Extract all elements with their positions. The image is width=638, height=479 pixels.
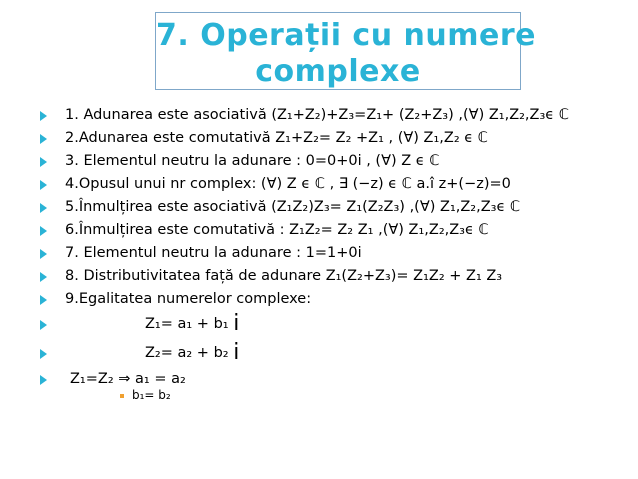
equation-equality: Z₁=Z₂ ⇒ a₁ = a₂ [70, 371, 186, 387]
equation-z1 [145, 311, 240, 336]
item-text: 4.Opusul unui nr complex: (∀) Z ϵ ℂ , ∃ (−z) ϵ ℂ a.î z+(−z)=0 [65, 176, 511, 192]
item-text: 3. Elementul neutru la adunare : 0=0+0i , (∀) Z ϵ ℂ [65, 153, 440, 169]
list-item [0, 288, 638, 310]
list-item [0, 173, 638, 195]
bullet-arrow-icon [40, 320, 47, 330]
list-item [0, 150, 638, 172]
bullet-arrow-icon [40, 134, 47, 144]
imaginary-unit: i [233, 340, 240, 365]
item-text: 6.Înmulțirea este comutativă : Z₁Z₂= Z₂ Z₁ ,(∀) Z₁,Z₂,Z₃ϵ ℂ [65, 222, 489, 238]
equation-z1-text: Z₁= a₁ + b₁ [145, 316, 234, 332]
list-item [0, 265, 638, 287]
list-item [0, 219, 638, 241]
list-item [0, 196, 638, 218]
imaginary-unit: i [233, 311, 240, 336]
bullet-arrow-icon [40, 111, 47, 121]
bullet-arrow-icon [40, 180, 47, 190]
title-line-2: complexe [255, 54, 421, 89]
item-text: 9.Egalitatea numerelor complexe: [65, 291, 312, 307]
equation-z2-text: Z₂= a₂ + b₂ [145, 345, 234, 361]
list-item [0, 313, 638, 335]
square-bullet-icon [120, 394, 124, 398]
list-item [0, 127, 638, 149]
list-item [0, 242, 638, 264]
title-line-1: 7. Operații cu numere [156, 18, 536, 53]
list-item [0, 368, 638, 390]
sub-list-item [120, 388, 171, 402]
item-text: 1. Adunarea este asociativă (Z₁+Z₂)+Z₃=Z₁+ (Z₂+Z₃) ,(∀) Z₁,Z₂,Z₃ϵ ℂ [65, 107, 569, 123]
item-text: 2.Adunarea este comutativă Z₁+Z₂= Z₂ +Z₁ , (∀) Z₁,Z₂ ϵ ℂ [65, 130, 488, 146]
equation-z2 [145, 340, 240, 365]
bullet-arrow-icon [40, 375, 47, 385]
bullet-arrow-icon [40, 349, 47, 359]
bullet-arrow-icon [40, 157, 47, 167]
sub-item-text: b₁= b₂ [132, 388, 171, 402]
bullet-arrow-icon [40, 272, 47, 282]
item-text: 7. Elementul neutru la adunare : 1=1+0i [65, 245, 362, 261]
item-text: 5.Înmulțirea este asociativă (Z₁Z₂)Z₃= Z₁(Z₂Z₃) ,(∀) Z₁,Z₂,Z₃ϵ ℂ [65, 199, 521, 215]
bullet-arrow-icon [40, 295, 47, 305]
bullet-arrow-icon [40, 203, 47, 213]
list-item [0, 342, 638, 364]
item-text: 8. Distributivitatea față de adunare Z₁(Z₂+Z₃)= Z₁Z₂ + Z₁ Z₃ [65, 268, 503, 284]
bullet-arrow-icon [40, 249, 47, 259]
list-item [0, 104, 638, 126]
bullet-arrow-icon [40, 226, 47, 236]
